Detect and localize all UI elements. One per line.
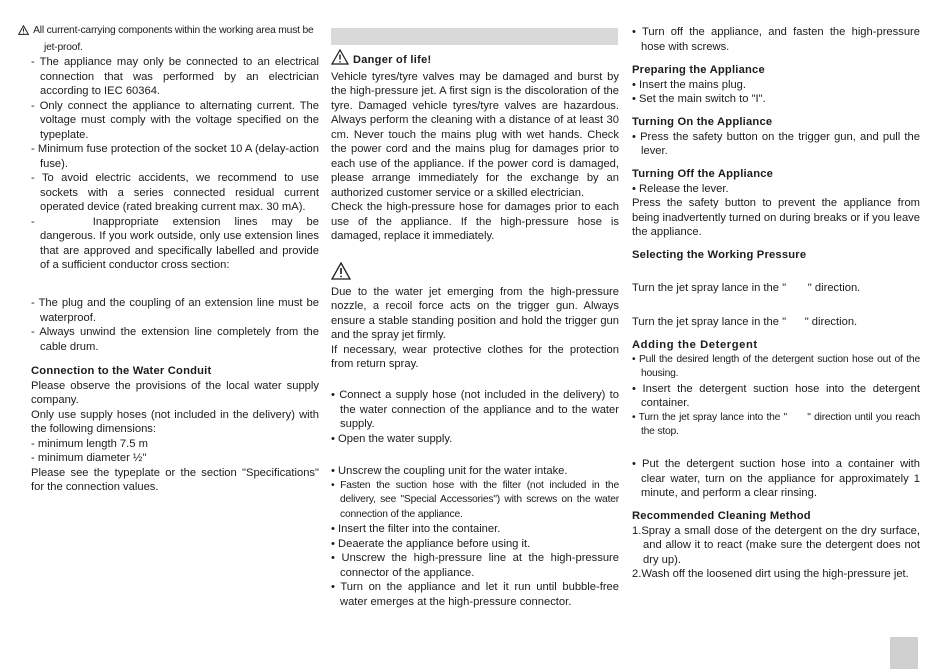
unwind-item: - Always unwind the extension line completely from the cable drum.: [31, 326, 319, 353]
pressure-line-2: [632, 315, 920, 330]
clear-rinse-block: [632, 457, 920, 501]
tyres-warning-text: Vehicle tyres/tyre valves may be damaged and burst by the high-pressure jet. A first sign is the discoloration of the tyre. Damaged vehicle tyres/tyre valves are hazardous. Always perform the cleaning with a distance of at least 30 cm. Never touch the mains plug with wet hands. Check the power cord and the mains plug for damages prior to each use of the appliance. If the power cord is damaged, please arrange immediately for the exchange by an authorized customer service or a skilled electrician.: [331, 70, 619, 199]
press-safety-item: • Press the safety button on the trigger gun, and pull the lever.: [632, 130, 920, 157]
press-prevent-text: Press the safety button to prevent the appliance from being inadvertently turned on during breaks or if you leave the appliance.: [632, 197, 920, 238]
unscrew-coupling-item: • Unscrew the coupling unit for the water intake.: [331, 465, 568, 477]
prep-block: [632, 63, 920, 107]
detergent-heading: Adding the Detergent: [632, 339, 758, 351]
connect-block: [331, 388, 619, 446]
open-supply-item: • Open the water supply.: [331, 432, 453, 445]
page-number-box: [890, 637, 918, 669]
plug-coupling-item: - The plug and the coupling of an extension line must be waterproof.: [31, 297, 319, 324]
col1-block-middle: [31, 296, 319, 354]
insert-plug-item: • Insert the mains plug.: [632, 78, 746, 91]
method-heading: Recommended Cleaning Method: [632, 510, 811, 522]
set-switch-item: • Set the main switch to "I".: [632, 93, 766, 105]
fasten-suction-item: • Fasten the suction hose with the filter (not included in the delivery, see "Special Accessories") with screws on the water connection of the appliance.: [331, 479, 619, 520]
electrical-connection-item: - The appliance may only be connected to an electrical connection that was performed by an electrician according to IEC 60364.: [31, 56, 320, 97]
detergent-block: [632, 338, 923, 440]
unscrew-hp-item: • Unscrew the high-pressure line at the high-pressure connector of the appliance.: [331, 552, 619, 579]
protective-text: If necessary, wear protective clothes for the protection from return spray.: [331, 343, 619, 370]
release-item: • Release the lever.: [632, 182, 729, 195]
supply-hoses-text: Only use supply hoses (not included in the delivery) with the following dimensions:: [31, 408, 319, 435]
wash-off-item: 2.Wash off the loosened dirt using the high-pressure jet.: [632, 568, 909, 580]
method-block: [632, 509, 920, 582]
recoil-block: [331, 262, 619, 372]
on-block: [632, 115, 920, 159]
col1-block-top: [31, 24, 319, 273]
deaerate-item: • Deaerate the appliance before using it.: [331, 537, 531, 550]
pull-length-item: • Pull the desired length of the detergent suction hose out of the housing.: [632, 353, 920, 379]
off-block: [632, 167, 920, 240]
danger-block: [331, 49, 619, 244]
water-provisions-text: Please observe the provisions of the local water supply company.: [31, 379, 319, 406]
connect-hose-item: • Connect a supply hose (not included in the delivery) to the water connection of the appliance and to the water supply.: [331, 389, 620, 430]
warning-triangle-icon: [331, 262, 351, 285]
on-heading: Turning On the Appliance: [632, 116, 773, 128]
see-typeplate-text: Please see the typeplate or the section "Specifications" for the connection values.: [31, 466, 319, 493]
recoil-warning-icon-line: [331, 262, 619, 285]
warning-triangle-icon: [331, 49, 349, 70]
col1-block-water: [31, 364, 319, 495]
turn-until-stop-item: • Turn the jet spray lance into the " " direction until you reach the stop.: [632, 411, 923, 437]
spray-small-item: 1.Spray a small dose of the detergent on the dry surface, and allow it to react (make sure the detergent does not dry up).: [632, 524, 920, 566]
min-length-item: - minimum length 7.5 m: [31, 437, 148, 450]
water-conduit-heading: Connection to the Water Conduit: [31, 365, 212, 377]
prep-heading: Preparing the Appliance: [632, 64, 765, 76]
pressure-block: [632, 248, 920, 263]
alternating-current-item: - Only connect the appliance to alternating current. The voltage must comply with the voltage specified on the typeplate.: [31, 99, 319, 141]
fuse-protection-item: - Minimum fuse protection of the socket 10 A (delay-action fuse).: [31, 143, 319, 170]
danger-title-line: [331, 49, 619, 70]
turn-on-bubble-item: • Turn on the appliance and let it run until bubble-free water emerges at the high-pressure connector.: [331, 581, 619, 608]
warning-all-components: All current-carrying components within the working area must be jet-proof.: [31, 24, 319, 55]
suction-block: [331, 464, 619, 609]
turn-lance-1-text: Turn the jet spray lance in the " " direction.: [632, 282, 861, 294]
turn-off-fasten-item: • Turn off the appliance, and fasten the high-pressure hose with screws.: [632, 26, 920, 53]
min-diameter-item: - minimum diameter ½'': [31, 452, 147, 464]
insert-suction-item: • Insert the detergent suction hose into the detergent container.: [632, 382, 920, 409]
recoil-text: Due to the water jet emerging from the high-pressure nozzle, a recoil force acts on the trigger gun. Always ensure a stable standing position and hold the trigger gun and the spray jet firmly.: [331, 285, 619, 341]
hose-check-text: Check the high-pressure hose for damages prior to each use of the appliance. If the high-pressure hose is damaged, replace it immediately.: [331, 201, 619, 242]
residual-current-item: - To avoid electric accidents, we recommend to use sockets with a series connected residual current operated device (rated breaking current max. 30 mA).: [31, 172, 319, 213]
danger-title: Danger of life!: [353, 54, 432, 66]
insert-filter-item: • Insert the filter into the container.: [331, 523, 501, 535]
turn-lance-2-text: Turn the jet spray lance in the " " direction.: [632, 316, 858, 328]
extension-lines-item: - Inappropriate extension lines may be dangerous. If you work outside, only use extension lines that are approved and specifically labelled and provide of a sufficient conductor cross section:: [31, 215, 319, 271]
pressure-line-1: [632, 281, 920, 296]
pressure-heading: Selecting the Working Pressure: [632, 249, 807, 261]
off-heading: Turning Off the Appliance: [632, 168, 774, 180]
col3-block-top: [632, 25, 920, 54]
section-header-bar: [331, 28, 618, 45]
put-clear-item: • Put the detergent suction hose into a container with clear water, turn on the appliance for approximately 1 minute, and perform a clear rinsing.: [632, 458, 920, 499]
